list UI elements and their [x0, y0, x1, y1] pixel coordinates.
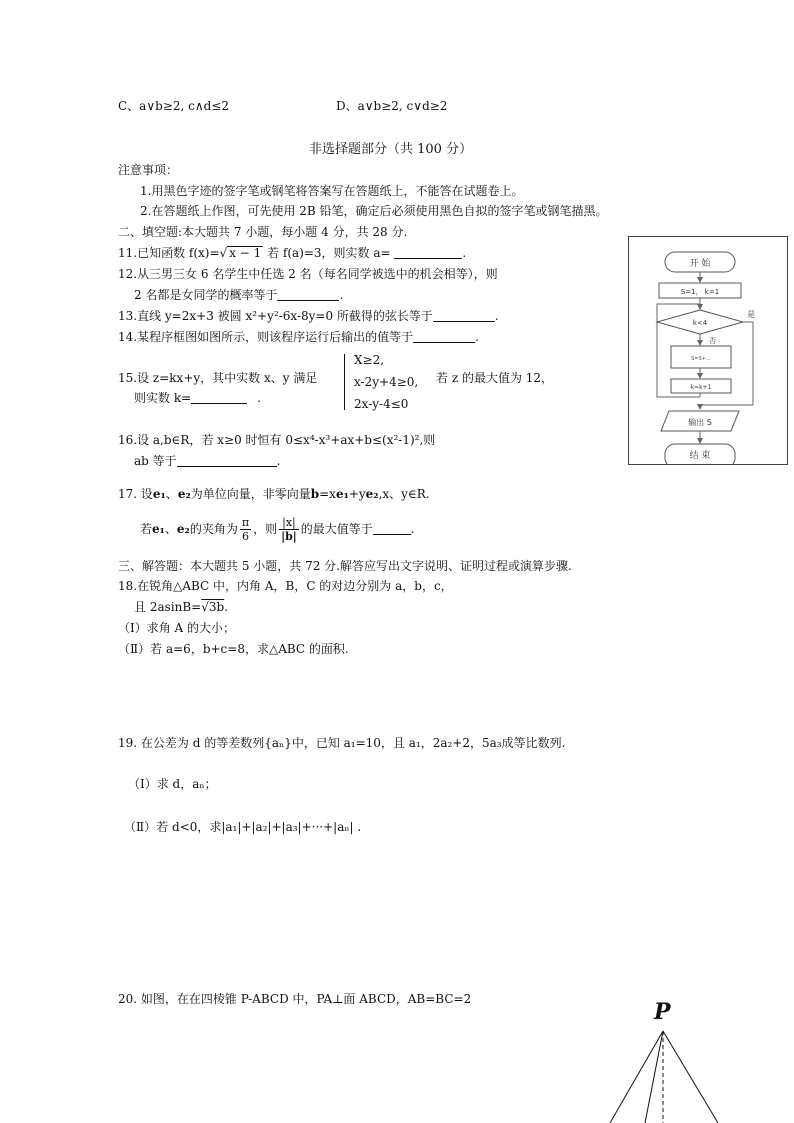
q13-answer-blank[interactable]: [433, 309, 495, 322]
q17-text-b: 为单位向量，非零向量: [190, 487, 311, 501]
q17-e2-b: e₂: [365, 487, 379, 501]
q17-answer-blank[interactable]: [373, 522, 411, 535]
question-12-line1: 12.从三男三女 6 名学生中任选 2 名（每名同学被选中的机会相等），则: [118, 267, 498, 281]
question-20-line1: 20. 如图，在在四棱锥 P-ABCD 中，PA⊥面 ABCD，AB=BC=2: [118, 992, 472, 1006]
q17-ratio-den: |b|: [281, 530, 297, 543]
flowchart-start-label: 开 始: [689, 259, 711, 269]
q17-text-d: +y: [348, 487, 366, 501]
question-18-part2: （Ⅱ）若 a=6，b+c=8，求△ABC 的面积.: [118, 642, 349, 656]
notes-item-2: 2.在答题纸上作图，可先使用 2B 铅笔，确定后必须使用黑色自拟的签字笔或钢笔描黑。: [140, 204, 608, 218]
q15-constraint-3: 2x-y-4≤0: [354, 397, 409, 411]
q18-end: .: [224, 600, 228, 614]
q17-sep: 、: [165, 487, 178, 501]
q16-text: ab 等于: [134, 454, 177, 468]
flowchart-increment-label: k=k+1: [690, 384, 712, 391]
q17-line2-a: 若: [140, 522, 153, 536]
q15-pre: 15.设 z=kx+y，其中实数 x、y 满足: [118, 371, 318, 385]
notes-title: 注意事项：: [118, 163, 179, 177]
q17-end: .: [410, 522, 415, 536]
q11-end: .: [462, 246, 467, 260]
question-12-line2: [134, 287, 343, 303]
question-13: [118, 308, 499, 324]
q14-end: .: [475, 330, 479, 344]
q17-frac-den: 6: [241, 530, 249, 543]
q13-text: 13.直线 y=2x+3 被圆 x²+y²-6x-8y=0 所截得的弦长等于: [118, 309, 433, 323]
q15-post: 若 z 的最大值为 12，: [436, 371, 554, 385]
pyramid-apex-label: P: [654, 999, 671, 1025]
q17-sep-b: 、: [164, 522, 177, 536]
q12-answer-blank[interactable]: [277, 288, 339, 301]
q17-e2-c: e₂: [176, 522, 190, 536]
q11-answer-blank[interactable]: [394, 246, 462, 259]
q17-line2-d: 的最大值等于: [300, 522, 373, 536]
q14-answer-blank[interactable]: [413, 330, 475, 343]
q15-line2-text: 则实数 k=: [134, 391, 192, 405]
part3-heading: 三、解答题：本大题共 5 小题，共 72 分.解答应写出文字说明、证明过程或演算步骤.: [118, 559, 572, 573]
flowchart-no-label: 否: [709, 337, 716, 345]
q15-line2: [134, 390, 261, 406]
q17-e1-c: e₁: [152, 522, 165, 536]
q16-answer-blank[interactable]: [177, 454, 277, 467]
option-d: D、a∨b≥2, c∨d≥2: [336, 99, 448, 113]
flowchart-figure: [628, 236, 788, 465]
notes-item-1: 1.用黑色字迹的签字笔或钢笔将答案写在答题纸上，不能答在试题卷上。: [140, 184, 524, 198]
pyramid-edge-mid: [645, 1031, 663, 1123]
q17-ratio-num: |x|: [279, 516, 299, 530]
q17-text-e: ,x、y∈R.: [378, 487, 430, 501]
pyramid-edge-left: [610, 1031, 663, 1123]
q17-frac-num: π: [241, 516, 250, 529]
flowchart-decision-label: k<4: [692, 319, 708, 327]
q15-constraint-1: X≥2,: [354, 353, 385, 367]
q18-sqrt-term: √3b: [201, 600, 225, 614]
question-17-line1: [118, 486, 430, 502]
question-16-line1: 16.设 a,b∈R，若 x≥0 时恒有 0≤x⁴-x³+ax+b≤(x²-1)²,则: [118, 433, 436, 447]
q18-text: 且 2asinB=: [134, 600, 202, 614]
section-title: 非选择题部分（共 100 分）: [309, 142, 473, 157]
question-11: [118, 245, 466, 261]
q15-brace: [344, 354, 345, 410]
q11-radicand: x − 1: [229, 246, 262, 260]
question-14: [118, 329, 479, 345]
question-19-part1: （Ⅰ）求 d，aₙ；: [128, 777, 217, 791]
q12-text: 2 名都是女同学的概率等于: [134, 288, 278, 302]
q15-end: .: [257, 391, 261, 405]
q17-e1: e₁: [152, 487, 166, 501]
question-19-part2: （Ⅱ）若 d<0，求|a₁|+|a₂|+|a₃|+···+|aₙ| .: [124, 820, 362, 834]
q17-e1-b: e₁: [335, 487, 349, 501]
flowchart-assign-label: S=S+…: [691, 356, 711, 362]
flowchart-end-label: 结 束: [689, 451, 711, 461]
part2-heading: 二、填空题:本大题共 7 小题，每小题 4 分，共 28 分.: [118, 225, 408, 239]
q11-pre: 11.已知函数 f(x)=√: [118, 246, 228, 260]
q15-constraint-2: x-2y+4≥0,: [354, 375, 419, 389]
q14-text: 14.某程序框图如图所示，则该程序运行后输出的值等于: [118, 330, 414, 344]
pyramid-edge-right: [663, 1031, 718, 1123]
question-18-part1: （Ⅰ）求角 A 的大小；: [118, 621, 236, 635]
q12-end: .: [339, 288, 344, 302]
q17-ratio-fraction: [279, 516, 299, 543]
question-17-line2: [140, 514, 415, 544]
q17-text-a: 17. 设: [118, 487, 153, 501]
q17-e2: e₂: [177, 487, 191, 501]
q13-end: .: [494, 309, 499, 323]
flowchart-output-label: 输出 S: [688, 418, 712, 427]
question-18-line1: 18.在锐角△ABC 中，内角 A，B，C 的对边分别为 a，b，c，: [118, 579, 453, 593]
q17-line2-b: 的夹角为: [189, 522, 238, 536]
flowchart-init-label: S=1， k=1: [680, 288, 720, 296]
q11-post: 若 f(a)=3，则实数 a=: [263, 246, 395, 260]
option-c: C、a∨b≥2, c∧d≤2: [118, 99, 229, 113]
q17-text-c: =x: [319, 487, 336, 501]
question-18-line2: [134, 599, 228, 615]
q15-answer-blank[interactable]: [191, 391, 247, 404]
q16-end: .: [276, 454, 281, 468]
question-19-line1: 19. 在公差为 d 的等差数列{aₙ}中，已知 a₁=10，且 a₁，2a₂+2，5a₃成等比数列.: [118, 736, 566, 750]
question-16-line2: [134, 453, 280, 469]
q17-angle-fraction: [240, 516, 251, 543]
q17-line2-c: ，则: [253, 522, 278, 536]
q17-vector-b: b: [310, 487, 320, 501]
flowchart-yes-label: 是: [747, 310, 755, 319]
pyramid-figure: [600, 1025, 730, 1123]
